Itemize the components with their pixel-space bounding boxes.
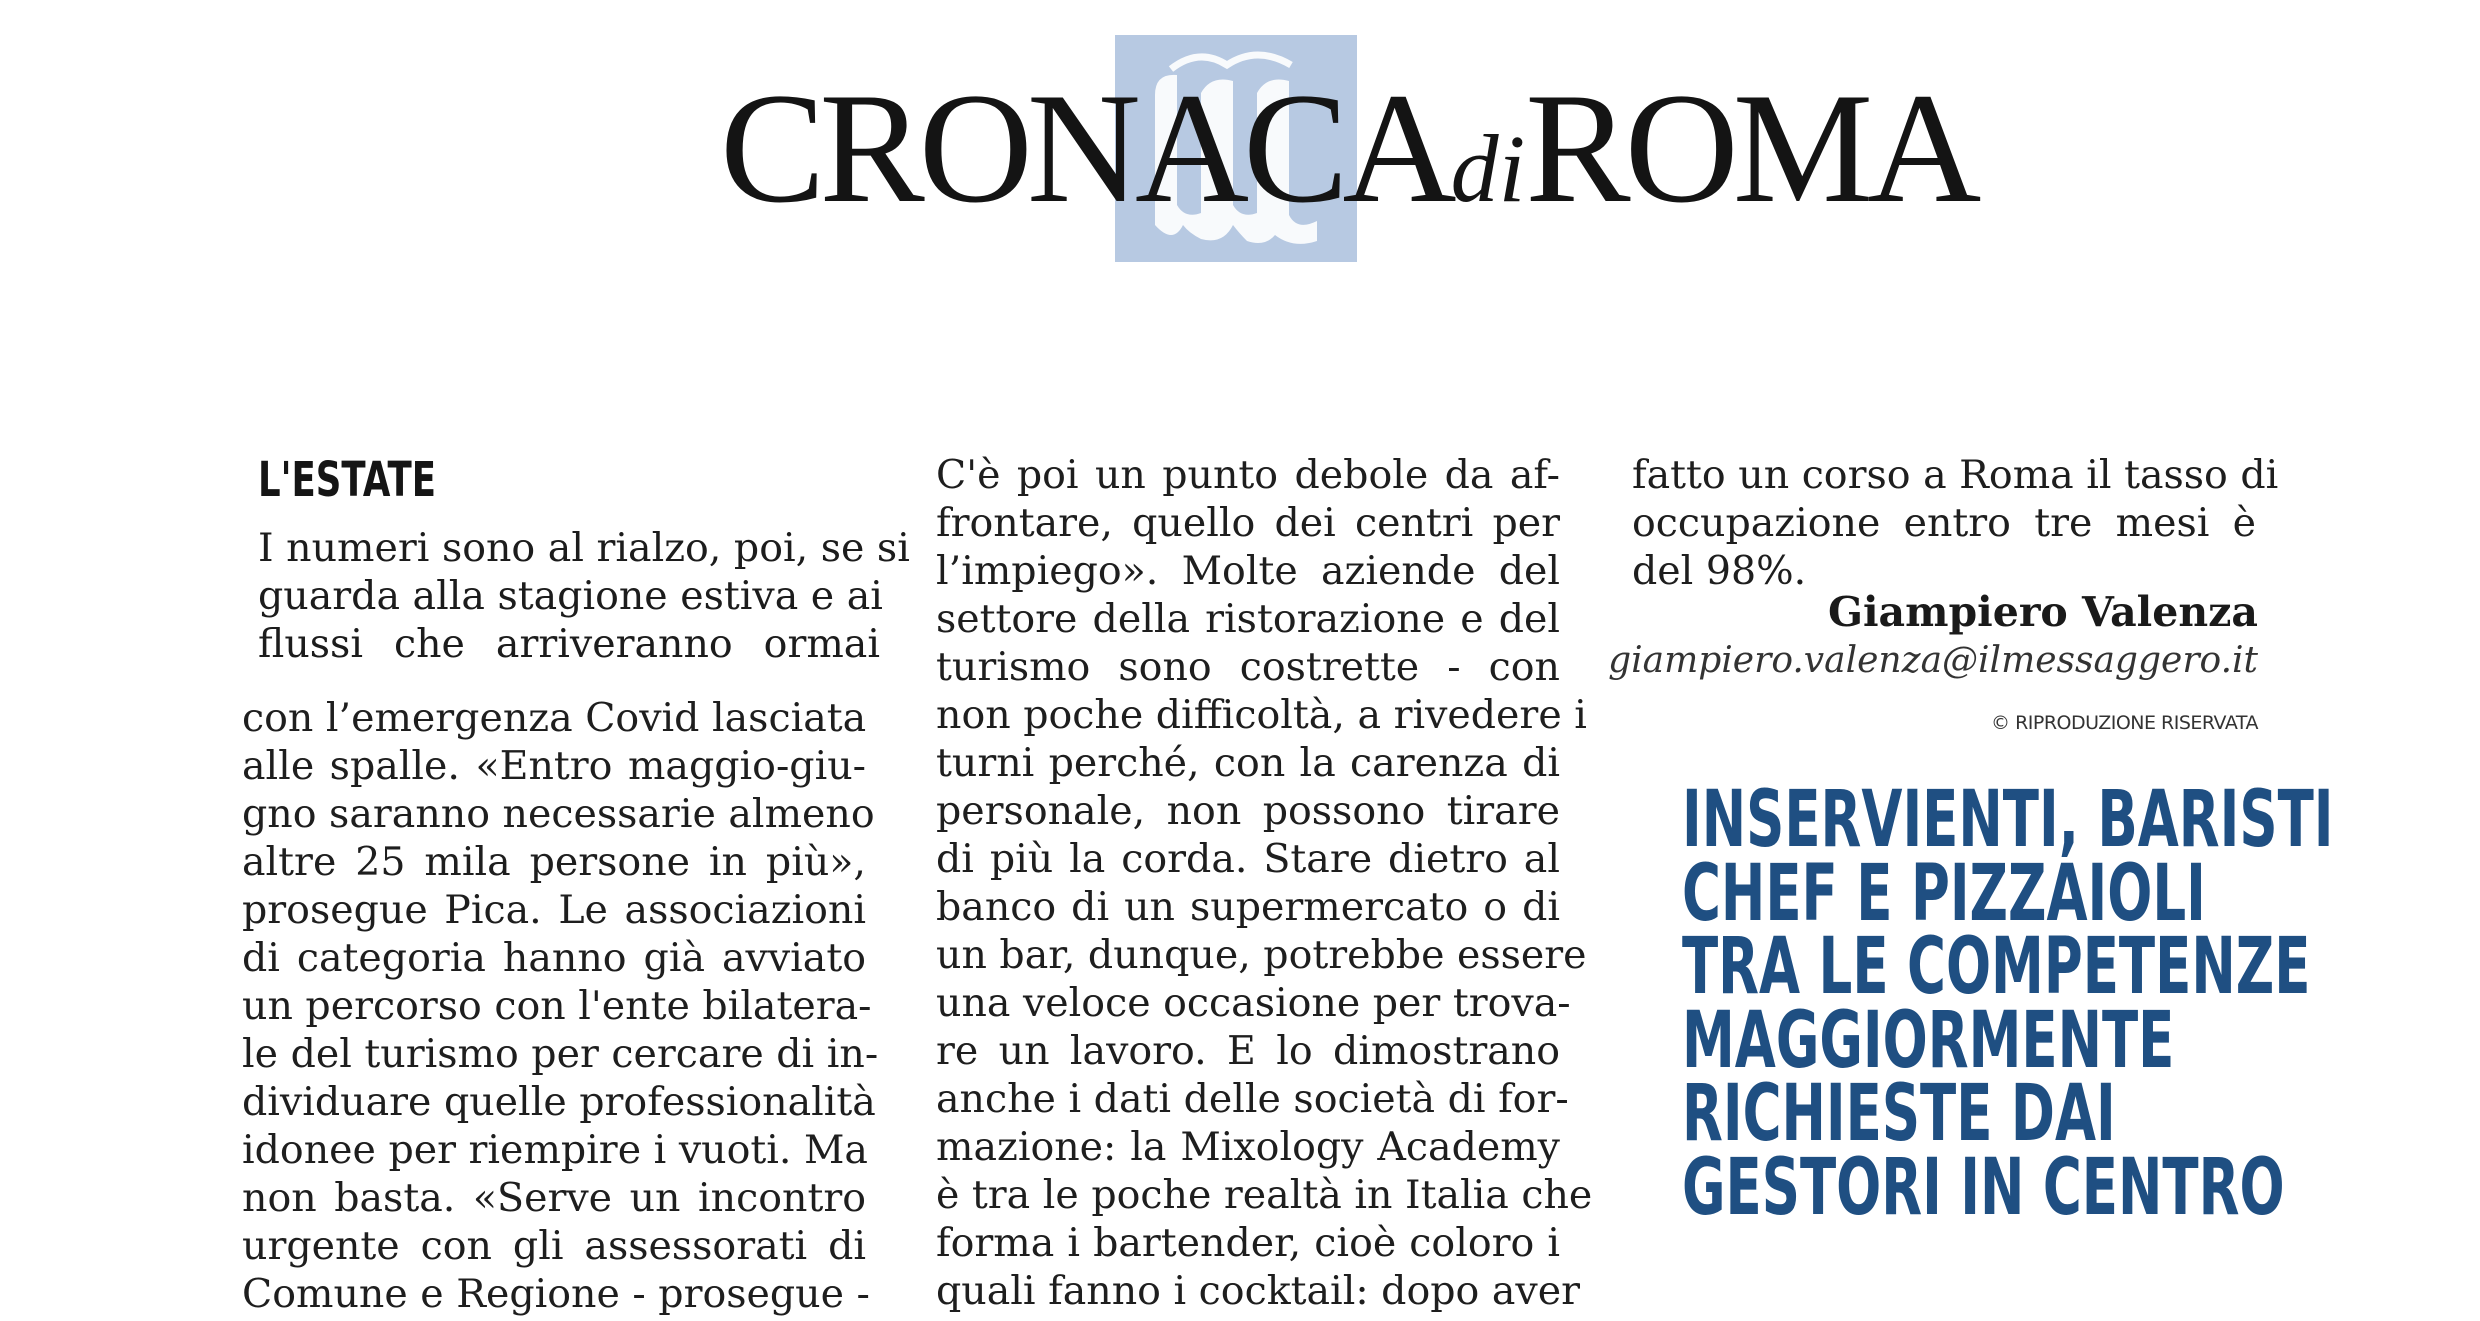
author-signature: Giampiero Valenza — [1827, 588, 2258, 636]
text-line: non poche difficoltà, a rivedere i — [936, 692, 1587, 738]
pull-quote-line: INSERVIENTI, BARISTI — [1682, 775, 2334, 865]
text-line: personale, non possono tirare — [936, 788, 1560, 834]
text-line: Comune e Regione - prosegue - — [242, 1271, 870, 1317]
text-line: C'è poi un punto debole da af- — [936, 452, 1560, 498]
text-line: prosegue Pica. Le associazioni — [242, 887, 866, 933]
text-line: dividuare quelle professionalità — [242, 1079, 876, 1125]
lead-line: guarda alla stagione estiva e ai — [258, 573, 883, 619]
article-kicker: L'ESTATE — [258, 452, 437, 508]
text-line: gno saranno necessarie almeno — [242, 791, 875, 837]
pull-quote-line: RICHIESTE DAI — [1682, 1069, 2116, 1159]
masthead — [720, 30, 1976, 270]
text-line: con l’emergenza Covid lasciata — [242, 695, 867, 741]
text-line: idonee per riempire i vuoti. Ma — [242, 1127, 868, 1173]
text-line: banco di un supermercato o di — [936, 884, 1560, 930]
text-line: anche i dati delle società di for- — [936, 1076, 1569, 1122]
article-column-2 — [936, 451, 1593, 1315]
text-line: turismo sono costrette - con — [936, 644, 1560, 690]
text-line: è tra le poche realtà in Italia che — [936, 1172, 1593, 1218]
text-line: quali fanno i cocktail: dopo aver — [936, 1268, 1580, 1314]
text-line: non basta. «Serve un incontro — [242, 1175, 866, 1221]
text-line: di categoria hanno già avviato — [242, 935, 866, 981]
pull-quote-line: MAGGIORMENTE — [1682, 995, 2175, 1086]
text-line: urgente con gli assessorati di — [242, 1223, 866, 1269]
text-line: forma i bartender, cioè coloro i — [936, 1220, 1560, 1266]
lead-line: I numeri sono al rialzo, poi, se si — [258, 525, 910, 571]
text-line: un bar, dunque, potrebbe essere — [936, 932, 1587, 978]
lead-line: flussi che arriveranno ormai — [258, 621, 880, 667]
text-line: fatto un corso a Roma il tasso di — [1632, 452, 2279, 498]
masthead-title — [720, 61, 1976, 236]
text-line: settore della ristorazione e del — [936, 596, 1560, 642]
text-line: altre 25 mila persone in più», — [242, 839, 866, 885]
copyright-notice: © RIPRODUZIONE RISERVATA — [1991, 712, 2258, 734]
text-line: del 98%. — [1632, 548, 1807, 594]
masthead-title-di: di — [1450, 115, 1526, 222]
pull-quote-line: TRA LE COMPETENZE — [1682, 922, 2311, 1012]
pull-quote-line: CHEF E PIZZAIOLI — [1682, 848, 2206, 939]
text-line: frontare, quello dei centri per — [936, 500, 1560, 546]
masthead-title-roma: ROMA — [1525, 61, 1976, 236]
article-column-3 — [1632, 451, 2279, 595]
author-email: giampiero.valenza@ilmessaggero.it — [1608, 640, 2258, 681]
text-line: l’impiego». Molte aziende del — [936, 548, 1560, 594]
text-line: turni perché, con la carenza di — [936, 740, 1560, 786]
text-line: alle spalle. «Entro maggio-giu- — [242, 743, 866, 789]
article-column-1 — [242, 694, 879, 1318]
text-line: di più la corda. Stare dietro al — [936, 836, 1560, 882]
pull-quote-line: GESTORI IN CENTRO — [1682, 1142, 2285, 1233]
text-line: un percorso con l'ente bilatera- — [242, 983, 872, 1029]
pull-quote — [1682, 775, 2334, 1233]
article-lead — [258, 524, 910, 668]
text-line: una veloce occasione per trova- — [936, 980, 1571, 1026]
text-line: mazione: la Mixology Academy — [936, 1124, 1560, 1170]
text-line: re un lavoro. E lo dimostrano — [936, 1028, 1560, 1074]
text-line: le del turismo per cercare di in- — [242, 1031, 879, 1077]
masthead-title-cronaca: CRONACA — [720, 61, 1451, 236]
text-line: occupazione entro tre mesi è — [1632, 500, 2256, 546]
